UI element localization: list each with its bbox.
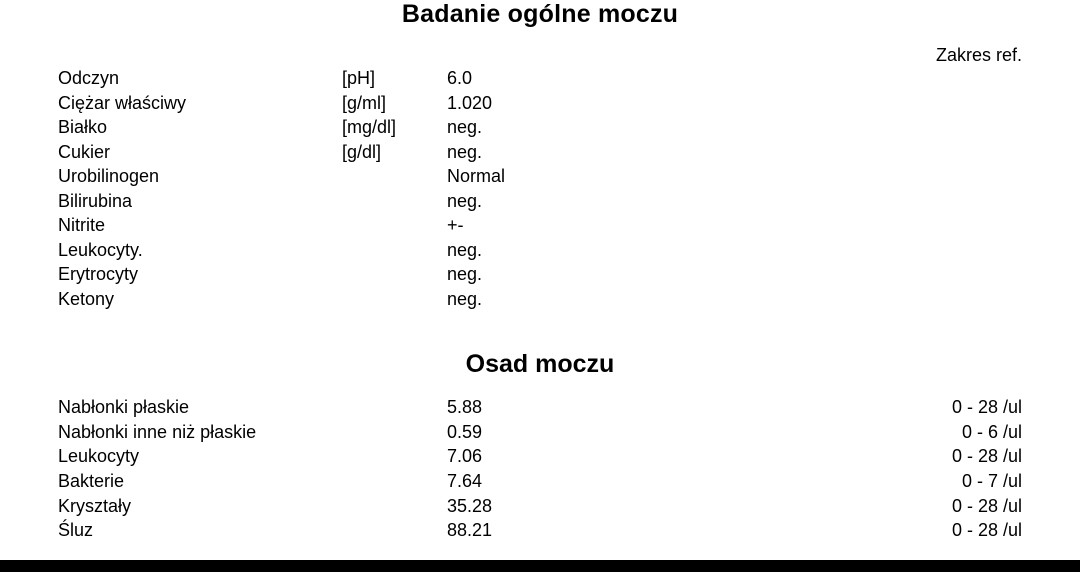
urine-sediment-table	[0, 397, 1080, 545]
result-value: Normal	[447, 166, 506, 186]
result-value: 7.64	[447, 471, 483, 492]
result-unit: [pH]	[342, 68, 376, 88]
result-reference-range: 0 - 28 /ul	[951, 397, 1022, 417]
result-unit: [g/ml]	[342, 92, 387, 113]
table-row	[0, 142, 1080, 167]
result-name: Bilirubina	[58, 190, 133, 211]
result-reference-range: 0 - 28 /ul	[951, 495, 1022, 516]
result-unit: [g/dl]	[342, 141, 382, 162]
table-row	[0, 191, 1080, 216]
result-reference-range: 0 - 7 /ul	[961, 471, 1022, 492]
result-value: 7.06	[447, 446, 483, 467]
table-row	[0, 520, 1080, 545]
table-row	[0, 446, 1080, 471]
result-name: Leukocyty	[58, 446, 140, 467]
result-value: 35.28	[447, 495, 493, 516]
result-name: Urobilinogen	[58, 166, 160, 186]
result-value: 1.020	[447, 92, 493, 113]
result-reference-range: 0 - 28 /ul	[951, 446, 1022, 467]
table-row	[0, 117, 1080, 142]
result-name: Leukocyty.	[58, 239, 143, 260]
table-row	[0, 240, 1080, 265]
result-name: Cukier	[58, 141, 111, 162]
result-value: 6.0	[447, 68, 473, 88]
result-name: Nitrite	[58, 215, 106, 235]
section-subtitle: Osad moczu	[465, 350, 615, 378]
result-name: Nabłonki płaskie	[58, 397, 190, 417]
table-row	[0, 422, 1080, 447]
result-value: neg.	[447, 117, 483, 137]
result-reference-range: 0 - 28 /ul	[951, 520, 1022, 541]
reference-range-header: Zakres ref.	[935, 45, 1022, 65]
result-name: Białko	[58, 117, 108, 137]
result-value: neg.	[447, 141, 483, 162]
result-unit: [mg/dl]	[342, 117, 397, 137]
result-name: Śluz	[58, 520, 94, 541]
table-row	[0, 215, 1080, 240]
result-name: Odczyn	[58, 68, 120, 88]
general-urinalysis-table	[0, 68, 1080, 313]
result-value: neg.	[447, 239, 483, 260]
result-value: neg.	[447, 190, 483, 211]
result-reference-range: 0 - 6 /ul	[961, 421, 1022, 442]
table-row	[0, 264, 1080, 289]
table-row	[0, 166, 1080, 191]
result-name: Nabłonki inne niż płaskie	[58, 421, 257, 442]
result-name: Bakterie	[58, 471, 125, 492]
table-row	[0, 93, 1080, 118]
table-row	[0, 471, 1080, 496]
result-name: Kryształy	[58, 495, 132, 516]
result-value: 88.21	[447, 520, 493, 541]
result-value: neg.	[447, 264, 483, 284]
result-value: 0.59	[447, 421, 483, 442]
table-row	[0, 68, 1080, 93]
result-value: neg.	[447, 288, 483, 309]
page-title: Badanie ogólne moczu	[401, 0, 679, 28]
result-value: +-	[447, 215, 464, 235]
result-name: Ciężar właściwy	[58, 92, 187, 113]
table-row	[0, 496, 1080, 521]
result-name: Erytrocyty	[58, 264, 139, 284]
result-name: Ketony	[58, 288, 115, 309]
table-row	[0, 289, 1080, 314]
result-value: 5.88	[447, 397, 483, 417]
table-row	[0, 397, 1080, 422]
